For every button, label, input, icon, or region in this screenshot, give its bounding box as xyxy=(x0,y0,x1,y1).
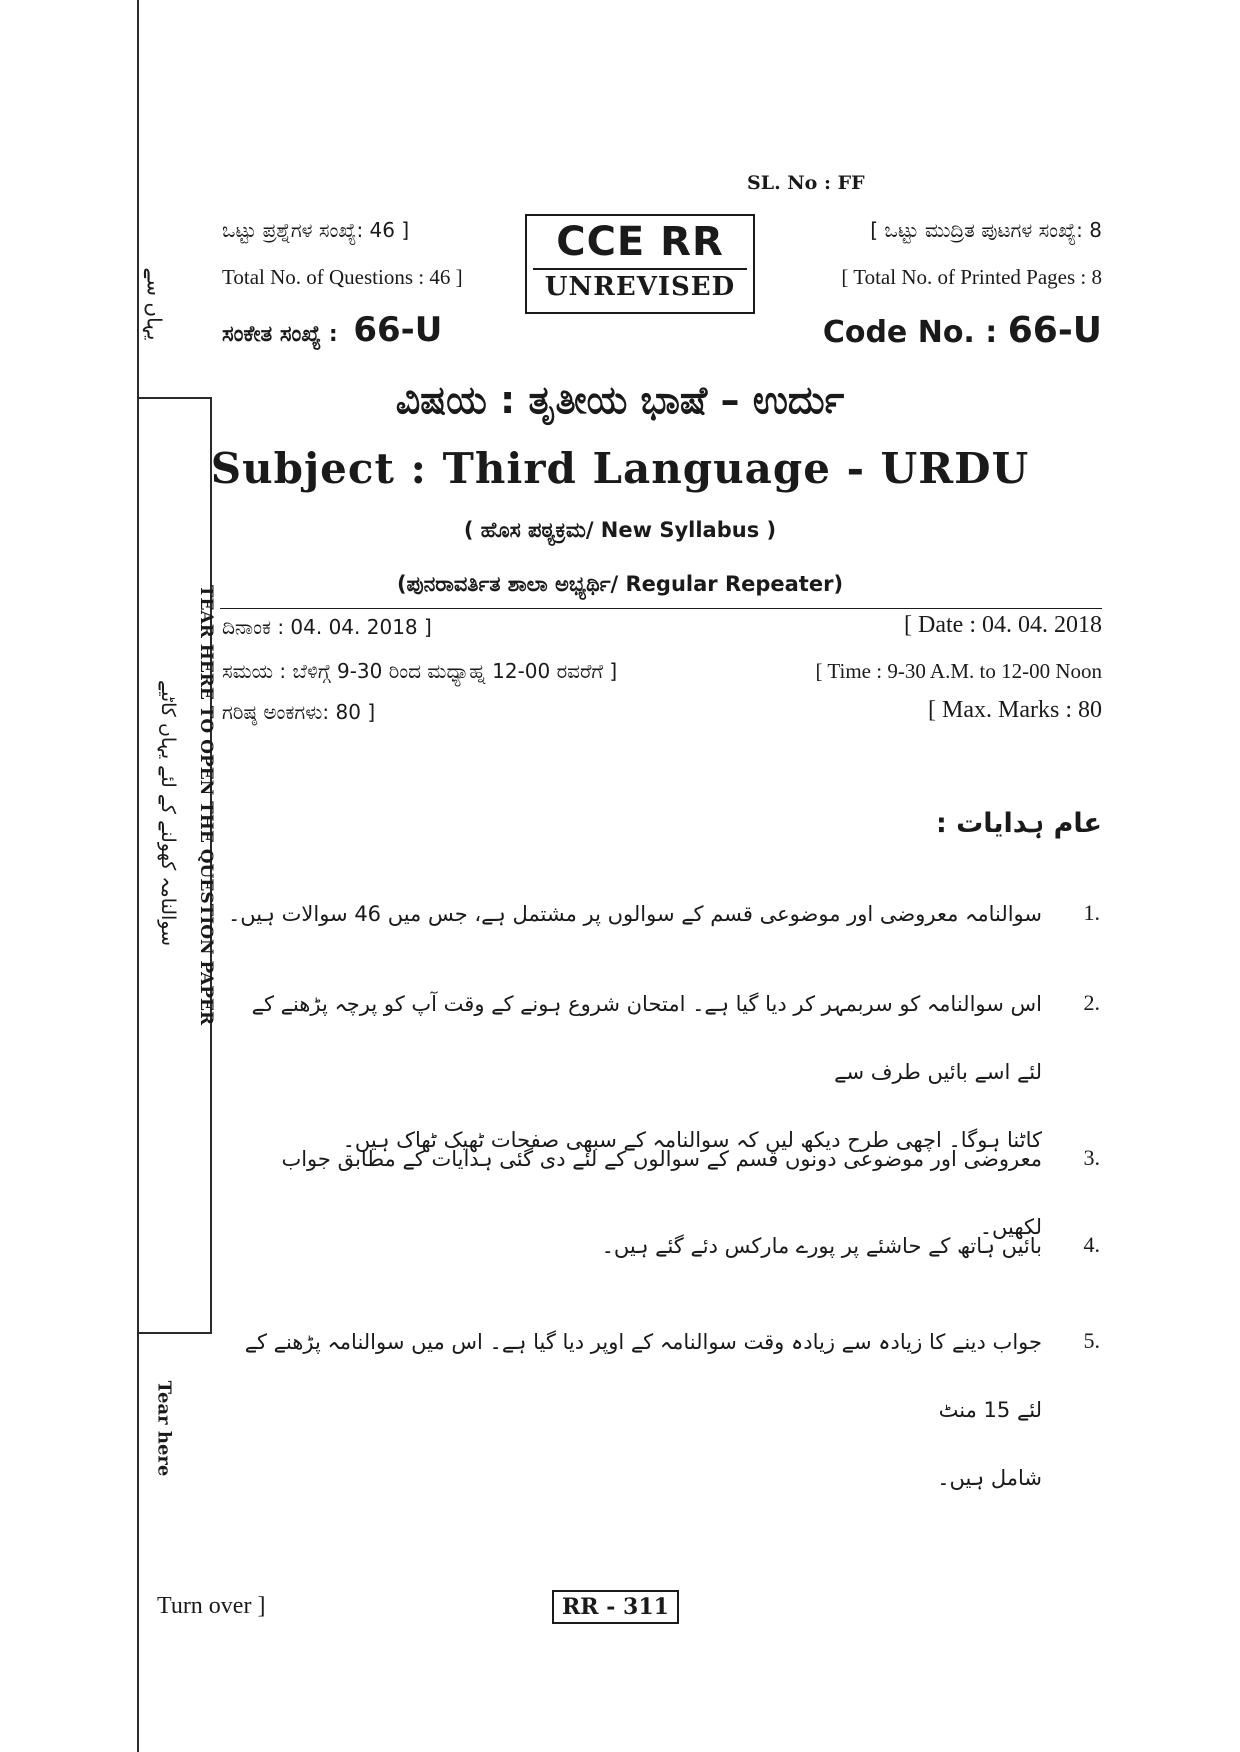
instruction-number: 1. xyxy=(1083,900,1100,925)
instruction-number: 4. xyxy=(1083,1232,1100,1257)
instruction-text: شامل ہیں۔ xyxy=(937,1466,1042,1490)
tear-here-bottom: Tear here xyxy=(153,1380,175,1477)
code-en-label: Code No. : xyxy=(822,315,998,350)
instruction-item xyxy=(222,1212,1100,1280)
badge-subtitle: UNREVISED xyxy=(533,268,747,304)
date-kannada: ದಿನಾಂಕ : 04. 04. 2018 ] xyxy=(222,615,432,639)
subject-title-kannada: ವಿಷಯ : ತೃತೀಯ ಭಾಷೆ – ಉರ್ದು xyxy=(395,378,845,422)
candidate-type-line: (ಪುನರಾವರ್ತಿತ ಶಾಲಾ ಅಭ್ಯರ್ಥಿ/ Regular Repeater) xyxy=(396,572,844,596)
syllabus-line: ( ಹೊಸ ಪಠ್ಯಕ್ರಮ/ New Syllabus ) xyxy=(463,518,777,542)
instruction-text: اس سوالنامہ کو سربمہر کر دیا گیا ہے۔ امتحان شروع ہونے کے وقت آپ کو پرچہ پڑھنے کے لئے اسے بائیں طرف سے xyxy=(251,992,1042,1084)
header-divider xyxy=(220,608,1102,609)
instruction-number: 5. xyxy=(1083,1328,1100,1353)
instruction-item xyxy=(222,880,1100,948)
subject-title-english: Subject : Third Language - URDU xyxy=(210,444,1030,493)
date-english: [ Date : 04. 04. 2018 xyxy=(904,612,1102,638)
turn-over-label: Turn over ] xyxy=(157,1593,266,1619)
code-kn-label: ಸಂಕೇತ ಸಂಖ್ಯೆ : xyxy=(222,322,338,347)
cce-rr-badge xyxy=(525,214,755,314)
tear-here-label: TEAR HERE TO OPEN THE QUESTION PAPER xyxy=(196,584,216,1026)
instruction-text: کاٹنا ہوگا۔ اچھی طرح دیکھ لیں کہ سوالنامہ کے سبھی صفحات ٹھیک ٹھاک ہیں۔ xyxy=(342,1128,1042,1152)
tear-here-urdu-label: سوالنامہ کھولنے کے لئے یہاں کاٹیے xyxy=(157,679,179,947)
marks-kannada: ಗರಿಷ್ಠ ಅಂಕಗಳು: 80 ] xyxy=(222,700,376,724)
total-pages-english: [ Total No. of Printed Pages : 8 xyxy=(841,265,1102,289)
instruction-number: 2. xyxy=(1083,990,1100,1015)
serial-number: SL. No : FF xyxy=(747,172,865,194)
code-kn-value: 66-U xyxy=(353,310,443,350)
total-pages-kannada: [ ಒಟ್ಟು ಮುದ್ರಿತ ಪುಟಗಳ ಸಂಖ್ಯೆ: 8 xyxy=(870,218,1102,242)
time-kannada: ಸಮಯ : ಬೆಳಿಗ್ಗೆ 9-30 ರಿಂದ ಮಧ್ಯಾಹ್ನ 12-00 ರವರೆಗೆ ] xyxy=(222,659,618,683)
instruction-text: سوالنامہ معروضی اور موضوعی قسم کے سوالوں پر مشتمل ہے، جس میں 46 سوالات ہیں۔ xyxy=(228,902,1042,926)
marks-english: [ Max. Marks : 80 xyxy=(928,697,1102,723)
code-en-value: 66-U xyxy=(1007,310,1102,351)
general-instructions-heading: عام ہدایات : xyxy=(935,808,1102,839)
page-code-box: RR - 311 xyxy=(552,1590,679,1624)
instruction-item xyxy=(222,1308,1100,1512)
margin-urdu-top: یہاں سے xyxy=(142,267,167,341)
time-english: [ Time : 9-30 A.M. to 12-00 Noon xyxy=(815,659,1102,683)
instruction-text: جواب دینے کا زیادہ سے زیادہ وقت سوالنامہ کے اوپر دیا گیا ہے۔ اس میں سوالنامہ پڑھنے کے لئے 15 منٹ xyxy=(244,1330,1042,1422)
code-number-english xyxy=(823,310,1102,351)
total-questions-english: Total No. of Questions : 46 ] xyxy=(222,265,463,289)
badge-title: CCE RR xyxy=(556,219,724,265)
total-questions-kannada: ಒಟ್ಟು ಪ್ರಶ್ನೆಗಳ ಸಂಖ್ಯೆ: 46 ] xyxy=(222,218,410,242)
instruction-number: 3. xyxy=(1083,1145,1100,1170)
instruction-text: معروضی اور موضوعی دونوں قسم کے سوالوں کے لئے دی گئی ہدایات کے مطابق جواب لکھیں۔ xyxy=(281,1147,1042,1239)
code-number-kannada xyxy=(222,310,442,350)
instruction-text: بائیں ہاتھ کے حاشئے پر پورے مارکس دئے گئے ہیں۔ xyxy=(601,1234,1042,1258)
